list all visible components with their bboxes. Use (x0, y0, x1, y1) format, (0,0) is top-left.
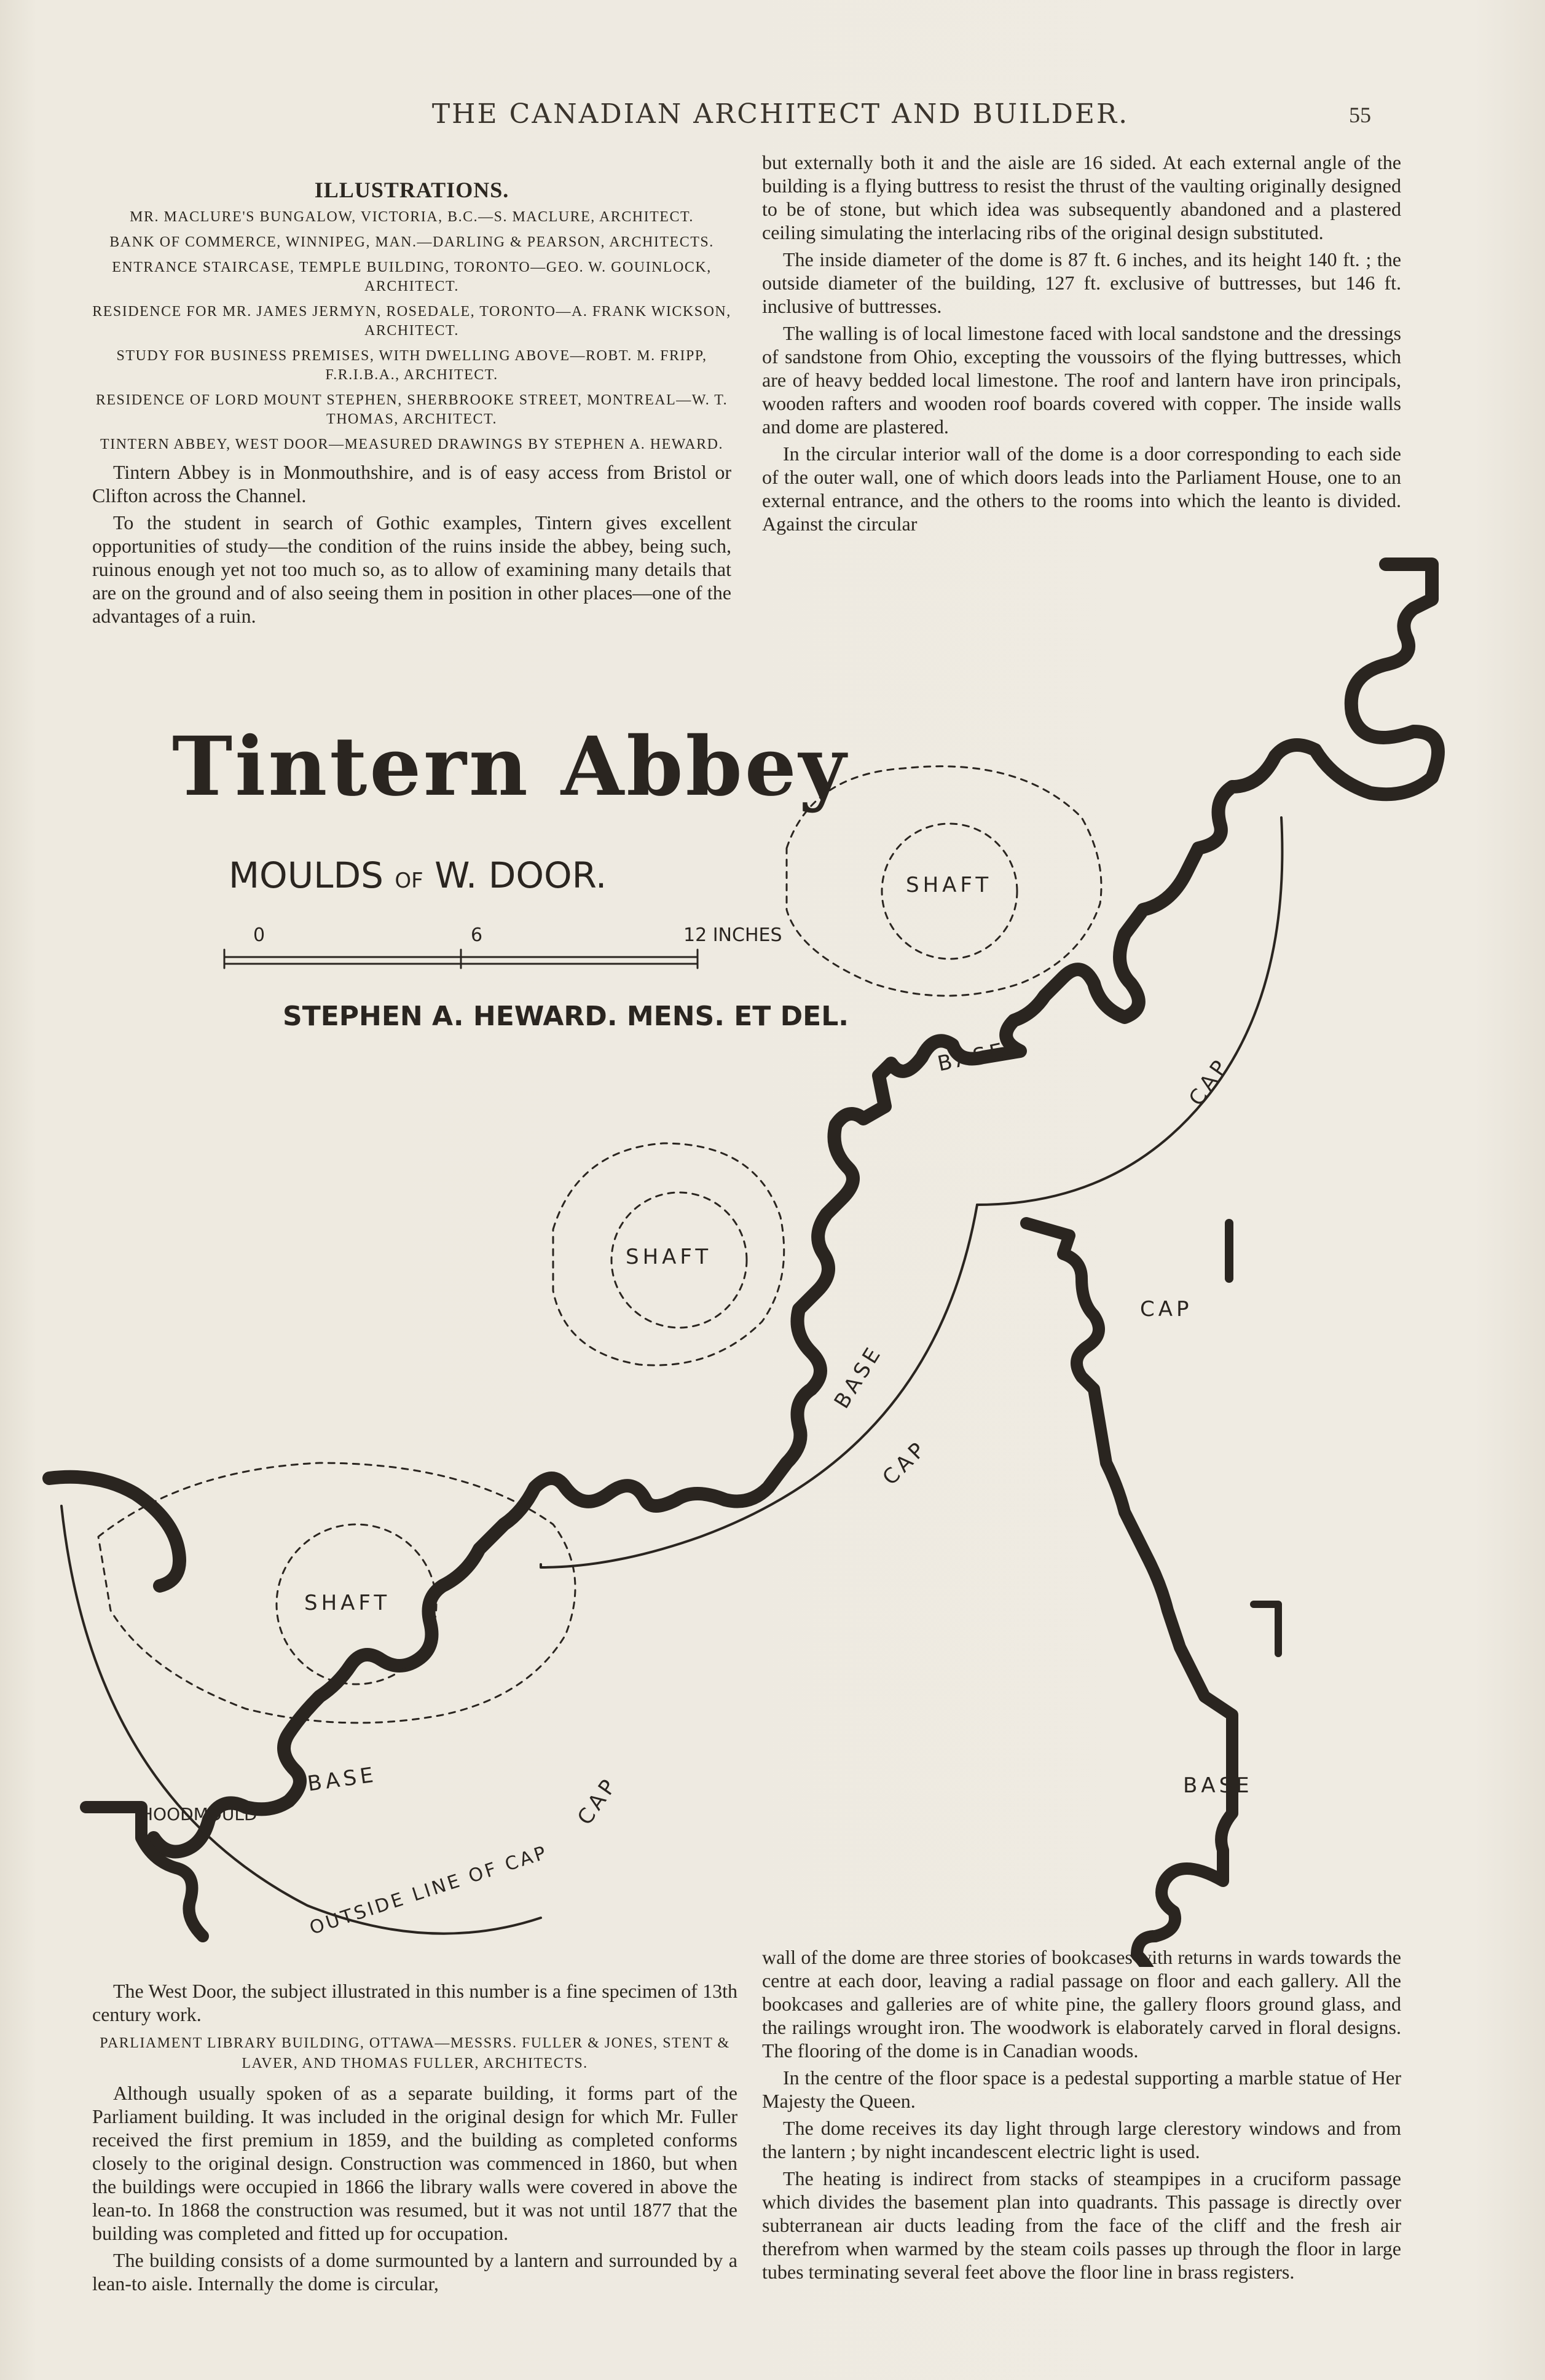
body-paragraph: The inside diameter of the dome is 87 ft. 6 inches, and its height 140 ft. ; the outside diameter of the building, 127 ft. exclusive of buttresses, but 146 ft. inclusive of buttresses. (762, 248, 1401, 317)
base-label: BASE (1183, 1773, 1253, 1798)
body-paragraph: The heating is indirect from stacks of steampipes in a cruciform passage which divides the basement plan into quadrants. This passage is directly over subterranean air ducts leading from the face of the cliff and the fresh air therefrom when warmed by the steam coils passes up through the floor in large tubes terminating several feet above the floor line in brass registers. (762, 2167, 1401, 2283)
illustration-item: TINTERN ABBEY, WEST DOOR—MEASURED DRAWINGS BY STEPHEN A. HEWARD. (100, 436, 723, 452)
library-column-bottom-right (762, 1945, 1401, 2287)
tintern-paragraph: Tintern Abbey is in Monmouthshire, and is of easy access from Bristol or Clifton across the Channel. (92, 461, 731, 506)
illustration-item: ENTRANCE STAIRCASE, TEMPLE BUILDING, TORONTO—GEO. W. GOUINLOCK, ARCHITECT. (112, 259, 712, 294)
base-label: BASE (829, 1341, 887, 1413)
library-heading: PARLIAMENT LIBRARY BUILDING, OTTAWA—MESSRS. FULLER & JONES, STENT & LAVER, AND THOMAS FULLER, ARCHITECTS. (100, 2035, 730, 2071)
body-paragraph: Although usually spoken of as a separate building, it forms part of the Parliament building. It was included in the original design for which Mr. Fuller received the first premium in 1859, and the building as completed conforms closely to the original design. Construction was commenced in 1860, but when the buildings were occupied in 1866 the library walls were covered in above the lean-to. In 1868 the construction was resumed, but it was not until 1877 that the building was completed and fitted up for occupation. (92, 2082, 737, 2244)
plate-credit: STEPHEN A. HEWARD. MENS. ET DEL. (283, 1001, 849, 1032)
running-title: THE CANADIAN ARCHITECT AND BUILDER. (431, 98, 1130, 130)
page-number: 55 (1349, 103, 1371, 127)
illustrations-heading: ILLUSTRATIONS. (314, 178, 509, 202)
body-paragraph: The dome receives its day light through large clerestory windows and from the lantern ; by night incandescent electric light is used. (762, 2117, 1401, 2162)
body-paragraph: but externally both it and the aisle are 16 sided. At each external angle of the building is a flying buttress to resist the thrust of the vaulting originally designed to be of stone, but which idea was subsequently abandoned and a plastered ceiling simulating the interlacing ribs of the original design substituted. (762, 151, 1401, 243)
scale-label: 0 (253, 924, 265, 946)
body-paragraph: In the centre of the floor space is a pedestal supporting a marble statue of Her Majesty the Queen. (762, 2067, 1401, 2112)
cap-label: CAP (1184, 1053, 1235, 1111)
base-label: BASE (305, 1762, 379, 1797)
cap-label: CAP (1140, 1297, 1193, 1322)
profile-line (86, 1807, 203, 1936)
subtitle-main: MOULDS (229, 854, 383, 896)
plate-caption: The West Door, the subject illustrated in this number is a fine specimen of 13th century work. (92, 1980, 737, 2025)
base-label: BASE (935, 1038, 1009, 1077)
body-paragraph: wall of the dome are three stories of bookcases with returns in wards towards the centre at each door, leaving a radial passage on floor and each gallery. All the bookcases and galleries are of white pine, the gallery floors ground glass, and the railings wrought iron. The woodwork is elaborately carved in floral designs. The flooring of the dome is in Canadian woods. (762, 1946, 1401, 2062)
profile-line (49, 1477, 179, 1586)
library-column-top (762, 151, 1401, 539)
scale-label: 6 (471, 924, 483, 946)
body-paragraph: The walling is of local limestone faced with local sandstone and the dressings of sandstone from Ohio, excepting the voussoirs of the flying buttresses, which are of heavy bedded local limestone. The roof and lantern have iron principals, wooden rafters and wooden roof boards covered with copper. The inside walls and dome are plastered. (762, 322, 1401, 438)
cap-label: CAP (572, 1772, 623, 1830)
body-paragraph: The building consists of a dome surmounted by a lantern and surrounded by a lean-to aisle. Internally the dome is circular, (92, 2249, 737, 2295)
illustration-item: RESIDENCE OF LORD MOUNT STEPHEN, SHERBROOKE STREET, MONTREAL—W. T. THOMAS, ARCHITECT. (95, 392, 728, 427)
outside-line-label: OUTSIDE LINE OF CAP (307, 1842, 551, 1939)
shaft-label: SHAFT (626, 1245, 712, 1269)
body-paragraph: In the circular interior wall of the dome is a door corresponding to each side of the outer wall, one of which doors leads into the Parliament House, one to an external entrance, and the others to the rooms into which the leanto is divided. Against the circular (762, 443, 1401, 535)
hoodmould-label: HOODMOULD (140, 1804, 258, 1824)
subtitle-rest: W. DOOR. (434, 854, 607, 896)
profile-line (1026, 1223, 1232, 1967)
scale-label: 12 INCHES (683, 924, 782, 946)
plate-title: Tintern Abbey (172, 719, 849, 814)
illustration-item: STUDY FOR BUSINESS PREMISES, WITH DWELLING ABOVE—ROBT. M. FRIPP, F.R.I.B.A., ARCHITECT. (116, 348, 707, 383)
tintern-paragraph: To the student in search of Gothic examples, Tintern gives excellent opportunities of study—the condition of the ruins inside the abbey, being such, ruinous enough yet not too much so, as to allow of examining many details that are on the ground and of also seeing them in position in other places—one of the advantages of a ruin. (92, 511, 731, 627)
profile-line (1254, 1604, 1278, 1653)
illustration-item: BANK OF COMMERCE, WINNIPEG, MAN.—DARLING & PEARSON, ARCHITECTS. (109, 234, 714, 250)
illustration-item: MR. MACLURE'S BUNGALOW, VICTORIA, B.C.—S. MACLURE, ARCHITECT. (130, 209, 694, 225)
outside-line-of-cap (541, 1205, 977, 1567)
cap-label: CAP (878, 1435, 933, 1491)
shaft-label: SHAFT (906, 873, 993, 897)
plate-subtitle (229, 854, 607, 896)
library-column-bottom-left (92, 1979, 737, 2299)
illustration-item: RESIDENCE FOR MR. JAMES JERMYN, ROSEDALE, TORONTO—A. FRANK WICKSON, ARCHITECT. (92, 304, 731, 339)
subtitle-of: OF (395, 869, 423, 893)
shaft-label: SHAFT (304, 1591, 391, 1615)
